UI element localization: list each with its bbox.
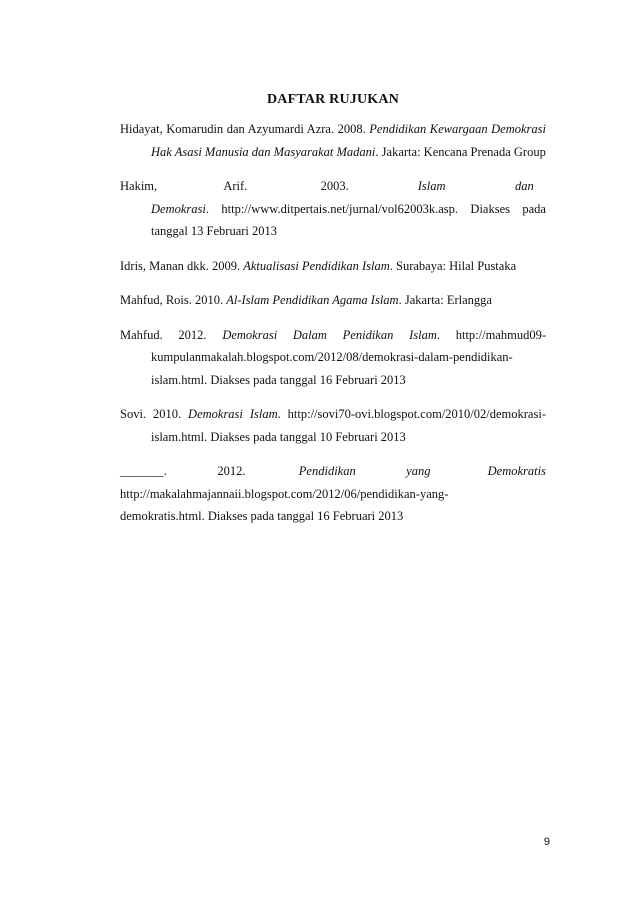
reference-spread-line: _______. 2012. Pendidikan yang Demokratis <box>151 460 546 483</box>
reference-author: Hakim, <box>120 179 158 193</box>
reference-lead: Mahfud. 2012. <box>120 327 223 342</box>
reference-tail: . Jakarta: Erlangga <box>398 293 492 307</box>
reference-tail: . Jakarta: Kencana Prenada Group <box>375 144 546 159</box>
reference-title: Al-Islam Pendidikan Agama Islam <box>226 293 399 307</box>
reference-access-line: demokratis.html. Diakses pada tanggal 16 Februari 2013 <box>120 509 404 523</box>
reference-lead: Hidayat, Komarudin dan Azyumardi Azra. 2008. <box>120 122 370 136</box>
reference-lead: Mahfud, Rois. 2010. <box>120 293 227 307</box>
reference-tail: . http://sovi70-ovi.blogspot.com/2010/02/demokrasi-islam.html. Diakses pada tanggal 10 Februari 2013 <box>151 407 546 444</box>
page-number: 9 <box>543 836 550 848</box>
reference-entry-sovi <box>120 403 546 448</box>
reference-spread-line: Hakim, Arif. 2003. Islam dan <box>151 175 546 198</box>
reference-title: Demokrasi Dalam Penidikan Islam <box>222 327 437 342</box>
reference-entry-hakim <box>120 175 546 243</box>
reference-title-part: Demokratis <box>487 464 546 478</box>
reference-entry-idris <box>120 255 546 278</box>
reference-title: Pendidikan Kewargaan Demokrasi Hak Asasi Manusia dan Masyarakat Madani <box>151 122 546 159</box>
reference-tail: . Surabaya: Hilal Pustaka <box>389 258 517 273</box>
page-title: DAFTAR RUJUKAN <box>266 92 400 107</box>
reference-title-part: Pendidikan <box>298 464 356 478</box>
reference-author: _______. <box>120 464 167 478</box>
reference-entry-pendidikan-demokratis <box>120 460 546 528</box>
reference-title: Demokrasi Islam <box>188 407 278 421</box>
reference-tail: . http://mahmud09-kumpulanmakalah.blogspot.com/2012/08/demokrasi-dalam-pendidikan-islam.html. Diakses pada tanggal 16 Februari 2013 <box>151 327 546 387</box>
reference-entry-mahfud <box>120 324 546 392</box>
reference-entry-mahfud-rois <box>120 289 546 312</box>
reference-title-part: Demokrasi <box>151 201 206 216</box>
reference-lead: Sovi. 2010. <box>120 407 189 421</box>
reference-entry-hidayat <box>120 118 546 163</box>
reference-list <box>120 118 546 540</box>
reference-lead: Idris, Manan dkk. 2009. <box>120 258 244 273</box>
reference-tail: . http://www.ditpertais.net/jurnal/vol62003k.asp. Diakses pada tanggal 13 Februari 2013 <box>151 201 546 238</box>
reference-title: Aktualisasi Pendidikan Islam <box>243 258 390 273</box>
reference-url-line: http://makalahmajannaii.blogspot.com/2012/06/pendidikan-yang- <box>120 486 449 501</box>
